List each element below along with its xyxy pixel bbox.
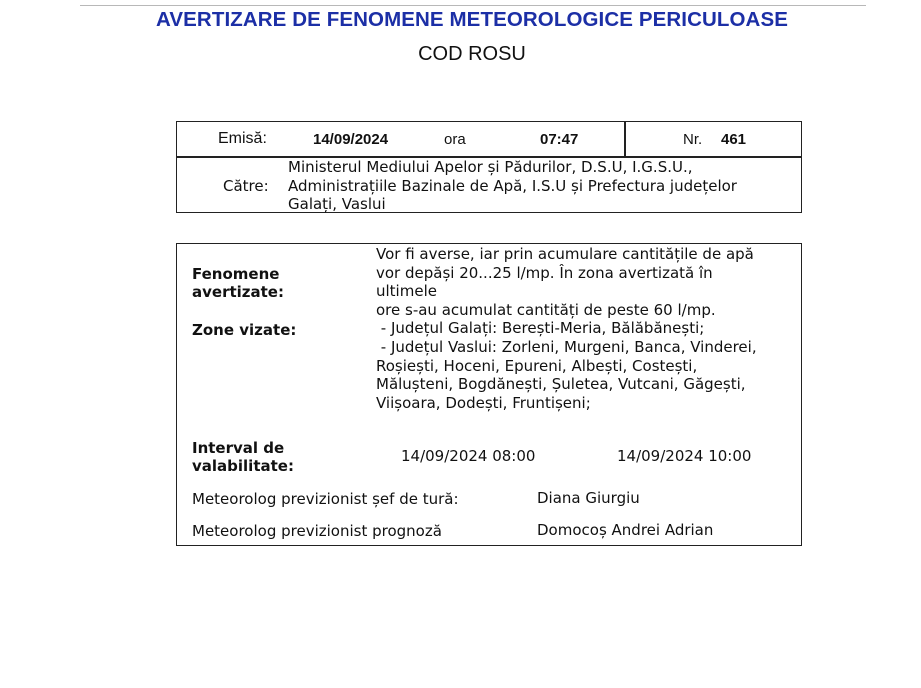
warning-text	[376, 245, 757, 412]
zone-line: Mălușteni, Bogdănești, Șuletea, Vutcani, Găgești,	[376, 375, 746, 394]
sef-tura-name: Diana Giurgiu	[537, 489, 640, 507]
zone-label: Zone vizate:	[192, 321, 297, 339]
top-rule	[80, 5, 866, 6]
warning-line: vor depăși 20...25 l/mp. În zona avertizată în	[376, 263, 713, 282]
valid-to: 14/09/2024 10:00	[617, 447, 752, 465]
emisa-label: Emisă:	[218, 130, 267, 147]
recipient-line: Ministerul Mediului Apelor și Pădurilor, D.S.U, I.G.S.U.,	[288, 158, 693, 176]
issue-box-vdivider	[624, 122, 626, 156]
zone-line: - Județul Vaslui: Zorleni, Murgeni, Banca, Vinderei,	[376, 337, 757, 356]
document-title: AVERTIZARE DE FENOMENE METEOROLOGICE PERICULOASE	[156, 8, 788, 31]
catre-label: Către:	[223, 177, 269, 195]
issue-time: 07:47	[540, 131, 579, 148]
recipients	[288, 158, 737, 214]
fenomene-label-line: avertizate:	[192, 283, 284, 301]
valid-from: 14/09/2024 08:00	[401, 447, 536, 465]
warning-line: ultimele	[376, 282, 437, 301]
sef-tura-label: Meteorolog previzionist șef de tură:	[192, 490, 459, 508]
fenomene-label	[192, 265, 284, 301]
interval-label-line: valabilitate:	[192, 457, 294, 475]
interval-label	[192, 439, 294, 475]
issue-box	[176, 121, 802, 213]
ora-label: ora	[444, 131, 466, 148]
zone-line: - Județul Galați: Berești-Meria, Bălăbănești;	[376, 319, 705, 338]
warning-line: Vor fi averse, iar prin acumulare cantitățile de apă	[376, 245, 754, 263]
nr-label: Nr.	[683, 131, 703, 148]
zone-line: Viișoara, Dodești, Fruntișeni;	[376, 393, 591, 412]
zone-line: Roșiești, Hoceni, Epureni, Albești, Costești,	[376, 356, 698, 375]
code-level: COD ROSU	[418, 43, 526, 65]
issue-date: 14/09/2024	[313, 131, 389, 148]
prognoza-label: Meteorolog previzionist prognoză	[192, 522, 442, 540]
warning-line: ore s-au acumulat cantități de peste 60 l/mp.	[376, 300, 716, 319]
fenomene-label-line: Fenomene	[192, 265, 280, 283]
warning-box	[176, 243, 802, 546]
issue-number: 461	[721, 131, 747, 148]
recipient-line: Administrațiile Bazinale de Apă, I.S.U și Prefectura județelor	[288, 176, 737, 195]
interval-label-line: Interval de	[192, 439, 285, 457]
prognoza-name: Domocoș Andrei Adrian	[537, 521, 714, 539]
recipient-line: Galați, Vaslui	[288, 195, 386, 213]
